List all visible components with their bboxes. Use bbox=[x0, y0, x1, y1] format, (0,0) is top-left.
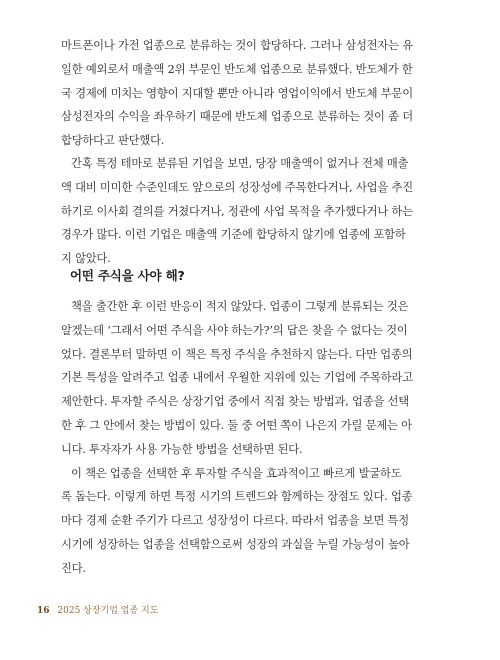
text-line: 니다. 투자자가 사용 가능한 방법을 선택하면 된다. bbox=[61, 442, 303, 456]
paragraph-2 bbox=[61, 152, 438, 271]
text-line: 시기에 성장하는 업종을 선택함으로써 성장의 과실을 누릴 가능성이 높아 bbox=[61, 537, 410, 551]
text-line: 한 후 그 안에서 찾는 방법이 있다. 둘 중 어떤 쪽이 나은지 가릴 문제는 아 bbox=[61, 418, 412, 432]
text-line: 국 경제에 미치는 영향이 지대할 뿐만 아니라 영업이익에서 반도체 부문이 bbox=[61, 86, 413, 100]
text-line: 제안한다. 투자할 주식은 상장기업 중에서 직접 찾는 방법과, 업종을 선택 bbox=[61, 395, 409, 409]
paragraph-3 bbox=[61, 295, 438, 581]
section-heading: 어떤 주식을 사야 해? bbox=[70, 268, 185, 283]
text-line: 액 대비 미미한 수준인데도 앞으로의 성장성에 주목한다거나, 사업을 추진 bbox=[61, 180, 413, 194]
text-line: 책을 출간한 후 이런 반응이 적지 않았다. 업종이 그렇게 분류되는 것은 bbox=[71, 300, 409, 313]
page-footer bbox=[37, 603, 158, 616]
paragraph-1 bbox=[61, 34, 438, 153]
text-line: 간혹 특정 테마로 분류된 기업을 보면, 당장 매출액이 없거나 전체 매출 bbox=[71, 157, 409, 170]
text-line: 었다. 결론부터 말하면 이 책은 특정 주식을 추천하지 않는다. 다만 업종의 bbox=[61, 347, 413, 361]
text-line: 록 돕는다. 이렇게 하면 특정 시기의 트렌드와 함께하는 장점도 있다. 업종 bbox=[61, 490, 413, 504]
text-line: 경우가 많다. 이런 기업은 매출액 기준에 합당하지 않기에 업종에 포함하 bbox=[61, 228, 406, 242]
book-title: 2025 상장기업 업종 지도 bbox=[57, 606, 159, 616]
text-line: 마다 경제 순환 주기가 다르고 성장성이 다르다. 따라서 업종을 보면 특정 bbox=[61, 514, 409, 528]
text-line: 알겠는데 ‘그래서 어떤 주식을 사야 하는가?’의 답은 찾을 수 없다는 것이 bbox=[61, 323, 408, 337]
text-line: 기본 특성을 알려주고 업종 내에서 우월한 지위에 있는 기업에 주목하라고 bbox=[61, 371, 413, 385]
text-line: 일한 예외로서 매출액 2위 부문인 반도체 업종으로 분류했다. 반도체가 한 bbox=[61, 62, 413, 76]
text-line: 삼성전자의 수익을 좌우하기 때문에 반도체 업종으로 분류하는 것이 좀 더 bbox=[61, 110, 413, 124]
text-line: 이 책은 업종을 선택한 후 투자할 주식을 효과적이고 빠르게 발굴하도 bbox=[71, 466, 402, 480]
text-line: 지 않았다. bbox=[61, 252, 111, 266]
text-line: 합당하다고 판단했다. bbox=[61, 134, 165, 148]
text-line: 진다. bbox=[61, 561, 86, 575]
text-line: 마트폰이나 가전 업종으로 분류하는 것이 합당하다. 그러나 삼성전자는 유 bbox=[61, 39, 413, 52]
page-number: 16 bbox=[37, 606, 50, 616]
text-line: 하기로 이사회 결의를 거쳤다거나, 정관에 사업 목적을 추가했다거나 하는 bbox=[61, 204, 413, 218]
